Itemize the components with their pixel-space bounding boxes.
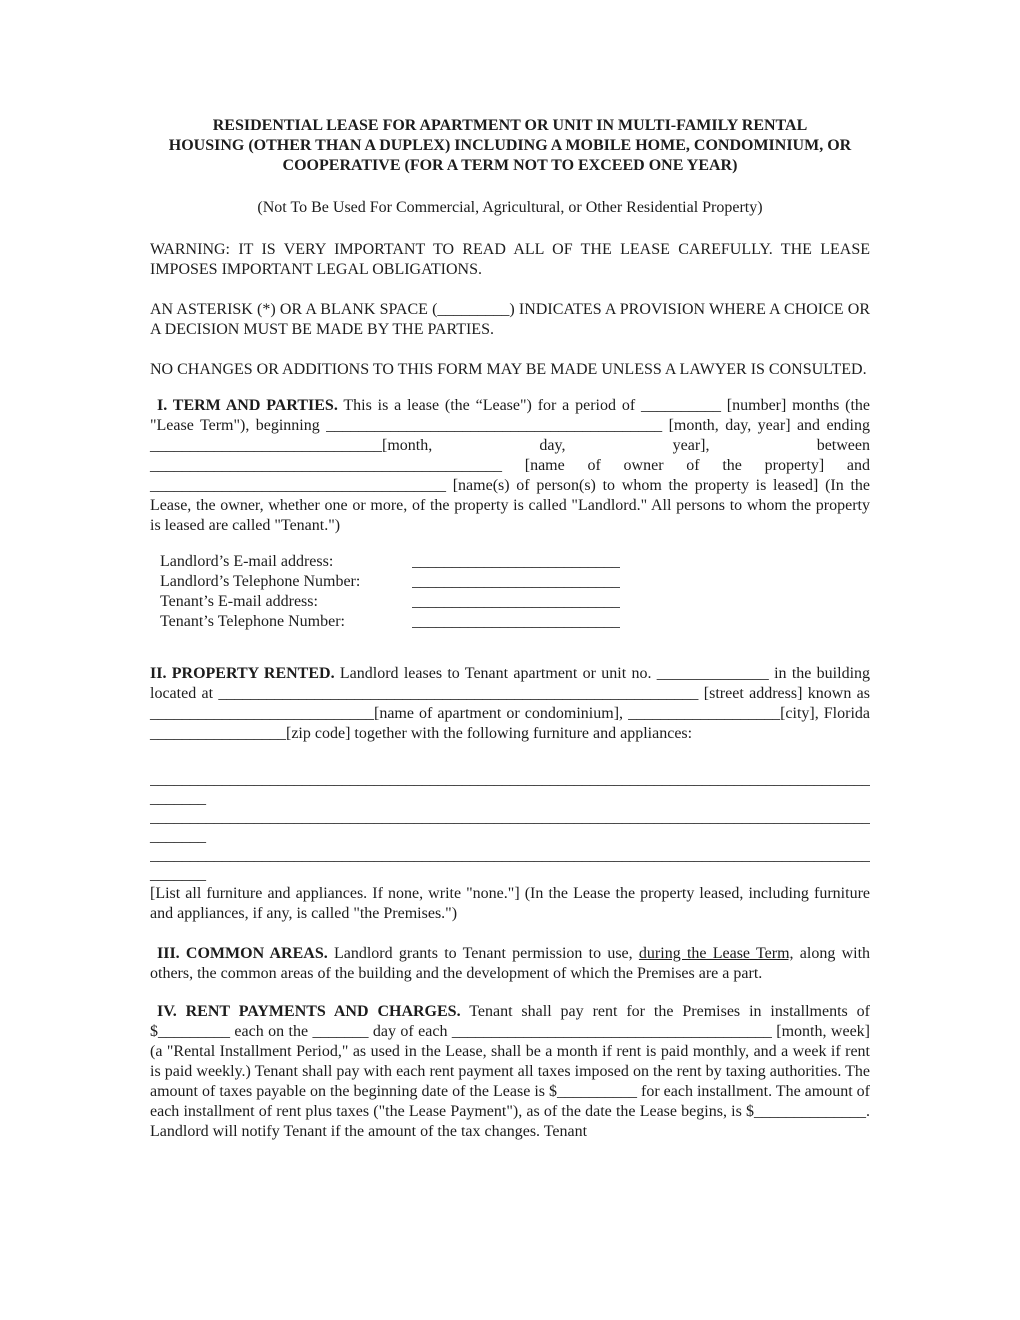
contact-row-landlord-phone [160,572,870,592]
landlord-phone-blank: __________________________ [412,573,620,590]
section-property-rented [150,664,870,744]
document-subtitle: (Not To Be Used For Commercial, Agricultural, or Other Residential Property) [257,199,763,216]
fill-line-short: _______ [150,828,206,845]
section-property-rented-heading: II. PROPERTY RENTED. [150,665,335,682]
document-title [150,116,870,176]
section-term-and-parties-heading: I. TERM AND PARTIES. [157,397,338,414]
landlord-phone-label: Landlord’s Telephone Number: [160,573,361,590]
fill-line-long: __________________________________________________________________________________________ [150,847,870,864]
title-line: RESIDENTIAL LEASE FOR APARTMENT OR UNIT IN MULTI-FAMILY RENTAL [212,117,808,134]
fill-line-short: _______ [150,866,206,883]
furniture-fill-lines [150,770,870,884]
landlord-email-label: Landlord’s E-mail address: [160,553,334,570]
section-rent-payments-heading: IV. RENT PAYMENTS AND CHARGES. [157,1003,461,1020]
title-line: HOUSING (OTHER THAN A DUPLEX) INCLUDING A MOBILE HOME, CONDOMINIUM, OR [168,137,852,154]
section-common-areas-body-after: along with others, the common areas of the building and the development of which the Premises are a part. [150,945,871,982]
tenant-phone-blank: __________________________ [412,613,620,630]
landlord-email-blank: __________________________ [412,553,620,570]
contact-row-tenant-phone [160,612,870,632]
section-property-rented-body: Landlord leases to Tenant apartment or unit no. ______________ in the building located at ____________________________________________________________ [street address] known as ____________________________[name of apartment or condominium], ___________________[city], Florida _________________[zip code] together with the following furniture and appliances: [150,665,871,742]
warning-paragraph-no-changes: NO CHANGES OR ADDITIONS TO THIS FORM MAY BE MADE UNLESS A LAWYER IS CONSULTED. [150,361,867,378]
section-rent-payments [150,1002,870,1142]
contact-row-tenant-email [160,592,870,612]
fill-line-short: _______ [150,790,206,807]
section-common-areas-body-before: Landlord grants to Tenant permission to use, [333,945,633,962]
section-common-areas-heading: III. COMMON AREAS. [157,945,328,962]
warning-paragraph-asterisk-blank: AN ASTERISK (*) OR A BLANK SPACE (_________) INDICATES A PROVISION WHERE A CHOICE OR A DECISION MUST BE MADE BY THE PARTIES. [150,301,870,338]
fill-line-long: __________________________________________________________________________________________ [150,809,870,826]
tenant-email-blank: __________________________ [412,593,620,610]
section-term-and-parties-body: This is a lease (the “Lease") for a period of __________ [number] months (the "Lease Term"), beginning __________________________________________ [month, day, year] and ending _____________________________[month, day, year], between ____________________________________________ [name of owner of the property] and _____________________________________ [name(s) of person(s) to whom the property is leased] (In the Lease, the owner, whether one or more, of the property is called "Landlord." All persons to whom the property is leased are called "Tenant.") [150,397,870,534]
section-term-and-parties [150,396,870,536]
lease-term-underlined-phrase: during the Lease Term, [638,945,794,962]
tenant-phone-label: Tenant’s Telephone Number: [160,613,345,630]
section-rent-payments-body: Tenant shall pay rent for the Premises in installments of $_________ each on the _______ day of each ________________________________________ [month, week] (a "Rental Installment Period," as used in the Lease, shall be a month if rent is paid monthly, and a week if rent is paid weekly.) Tenant shall pay with each rent payment all taxes imposed on the rent by taxing authorities. The amount of taxes payable on the beginning date of the Lease is $__________ for each installment. The amount of each installment of rent plus taxes ("the Lease Payment"), as of the date the Lease begins, is $______________. Landlord will notify Tenant if the amount of the tax changes. Tenant [150,1003,870,1140]
furniture-note: [List all furniture and appliances. If none, write "none."] (In the Lease the property leased, including furniture and appliances, if any, is called "the Premises.") [150,885,870,922]
section-common-areas [150,944,870,984]
contact-row-landlord-email [160,552,870,572]
tenant-email-label: Tenant’s E-mail address: [160,593,318,610]
fill-line-long: __________________________________________________________________________________________ [150,771,870,788]
title-line: COOPERATIVE (FOR A TERM NOT TO EXCEED ONE YEAR) [282,157,738,174]
warning-paragraph-legal-obligations: WARNING: IT IS VERY IMPORTANT TO READ ALL OF THE LEASE CAREFULLY. THE LEASE IMPOSES IMPORTANT LEGAL OBLIGATIONS. [150,241,870,278]
contact-block [150,552,870,632]
